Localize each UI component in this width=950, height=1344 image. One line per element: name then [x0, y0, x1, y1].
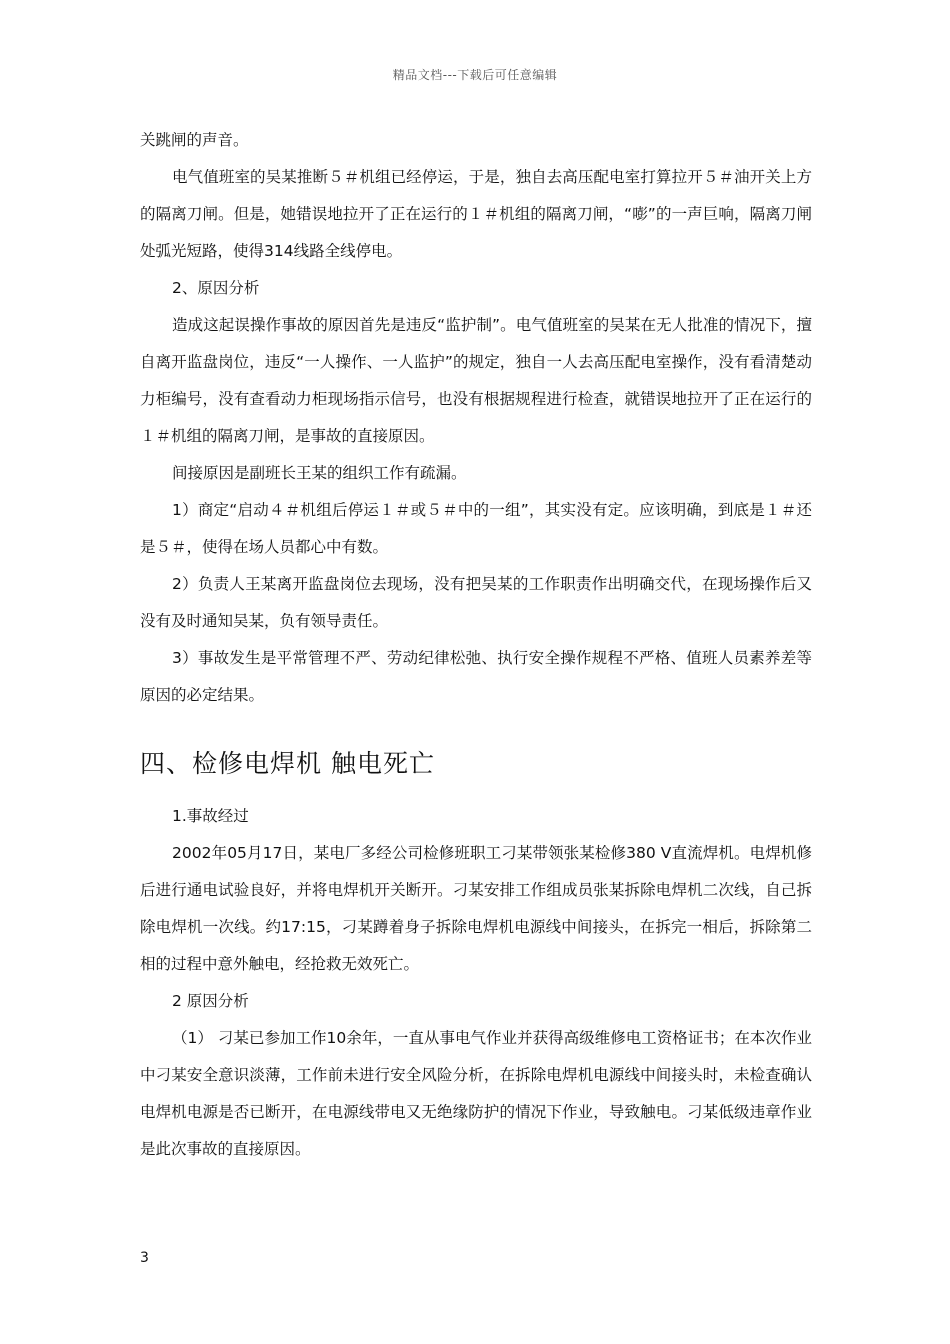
paragraph-event: 电气值班室的吴某推断５＃机组已经停运，于是，独自去高压配电室打算拉开５＃油开关上方的隔离刀闸。但是，她错误地拉开了正在运行的１＃机组的隔离刀闸，“嘭”的一声巨响，隔离刀闸处弧光短路，使得314线路全线停电。	[140, 168, 812, 260]
paragraph-cause-1: （1） 刁某已参加工作10余年，一直从事电气作业并获得高级维修电工资格证书；在本次作业中刁某安全意识淡薄，工作前未进行安全风险分析，在拆除电焊机电源线中间接头时，未检查确认电焊机电源是否已断开，在电源线带电又无绝缘防护的情况下作业，导致触电。刁某低级违章作业是此次事故的直接原因。	[140, 1029, 812, 1158]
list-item-1: 1）商定“启动４＃机组后停运１＃或５＃中的一组”，其实没有定。应该明确，到底是１＃还是５＃，使得在场人员都心中有数。	[140, 501, 812, 556]
page-number: 3	[140, 1250, 149, 1266]
paragraph-direct-cause: 造成这起误操作事故的原因首先是违反“监护制”。电气值班室的吴某在无人批准的情况下，擅自离开监盘岗位，违反“一人操作、一人监护”的规定，独自一人去高压配电室操作，没有看清楚动力柜编号，没有查看动力柜现场指示信号，也没有根据规程进行检查，就错误地拉开了正在运行的１＃机组的隔离刀闸，是事故的直接原因。	[140, 316, 812, 445]
subheading-cause-analysis: 2、原因分析	[172, 279, 260, 297]
subheading-cause-analysis-2: 2 原因分析	[172, 992, 249, 1010]
paragraph-indirect-cause: 间接原因是副班长王某的组织工作有疏漏。	[172, 464, 467, 482]
paragraph-continued: 关跳闸的声音。	[140, 131, 249, 149]
list-item-3: 3）事故发生是平常管理不严、劳动纪律松弛、执行安全操作规程不严格、值班人员素养差等原因的必定结果。	[140, 649, 812, 704]
document-body	[140, 122, 812, 1168]
list-item-2: 2）负责人王某离开监盘岗位去现场，没有把吴某的工作职责作出明确交代，在现场操作后又没有及时通知吴某，负有领导责任。	[140, 575, 812, 630]
section-heading: 四、检修电焊机 触电死亡	[140, 749, 435, 778]
paragraph-accident-process: 2002年05月17日，某电厂多经公司检修班职工刁某带领张某检修380 V直流焊机。电焊机修后进行通电试验良好，并将电焊机开关断开。刁某安排工作组成员张某拆除电焊机二次线，自己拆除电焊机一次线。约17:15，刁某蹲着身子拆除电焊机电源线中间接头，在拆完一相后，拆除第二相的过程中意外触电，经抢救无效死亡。	[140, 844, 812, 973]
page-header: 精品文档---下载后可任意编辑	[392, 68, 558, 82]
subheading-accident-process: 1.事故经过	[172, 807, 249, 825]
